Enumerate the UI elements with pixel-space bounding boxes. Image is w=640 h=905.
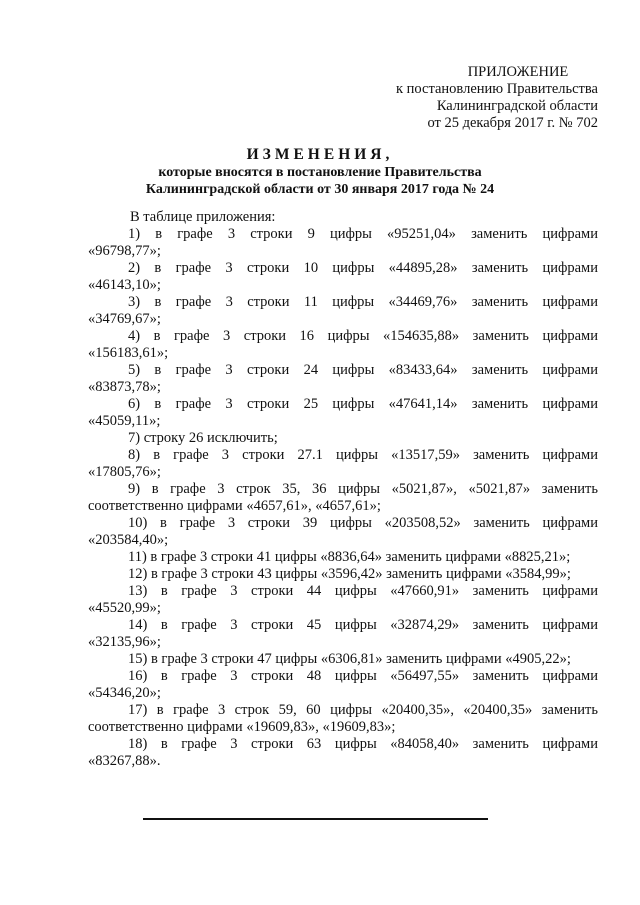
list-item-first-line: 3) в графе 3 строки 11 цифры «34469,76» заменить цифрами xyxy=(128,294,598,310)
list-item xyxy=(88,566,598,583)
list-item-first-line: 8) в графе 3 строки 27.1 цифры «13517,59» заменить цифрами xyxy=(128,447,598,463)
list-item-first-line: 18) в графе 3 строки 63 цифры «84058,40» заменить цифрами xyxy=(128,736,598,752)
changes-subtitle-1: которые вносятся в постановление Правительства xyxy=(158,165,482,180)
list-item xyxy=(88,328,598,362)
list-item xyxy=(88,702,598,736)
list-item xyxy=(88,362,598,396)
list-item-first-line: 5) в графе 3 строки 24 цифры «83433,64» заменить цифрами xyxy=(128,362,598,378)
list-item-continuation: «54346,20»; xyxy=(88,685,161,701)
list-item xyxy=(88,294,598,328)
annex-line-3: от 25 декабря 2017 г. № 702 xyxy=(427,115,598,131)
list-item-continuation: «17805,76»; xyxy=(88,464,161,480)
list-item-continuation: «45059,11»; xyxy=(88,413,161,429)
list-item-first-line: 4) в графе 3 строки 16 цифры «154635,88» заменить цифрами xyxy=(128,328,598,344)
list-item xyxy=(88,481,598,515)
list-item xyxy=(88,668,598,702)
list-item-continuation: соответственно цифрами «19609,83», «19609,83»; xyxy=(88,719,396,735)
list-item-first-line: 13) в графе 3 строки 44 цифры «47660,91» заменить цифрами xyxy=(128,583,598,599)
list-item-continuation: «156183,61»; xyxy=(88,345,169,361)
list-item-continuation: «83267,88». xyxy=(88,753,161,769)
annex-line-1: к постановлению Правительства xyxy=(396,81,598,97)
list-item-continuation: «203584,40»; xyxy=(88,532,169,548)
annex-title: ПРИЛОЖЕНИЕ xyxy=(467,64,569,80)
list-item-continuation: соответственно цифрами «4657,61», «4657,61»; xyxy=(88,498,381,514)
list-item-text: 11) в графе 3 строки 41 цифры «8836,64» заменить цифрами «8825,21»; xyxy=(128,549,571,565)
list-item-text: 15) в графе 3 строки 47 цифры «6306,81» заменить цифрами «4905,22»; xyxy=(128,651,571,667)
list-item xyxy=(88,736,598,770)
list-item-continuation: «34769,67»; xyxy=(88,311,161,327)
list-item-continuation: «32135,96»; xyxy=(88,634,161,650)
list-item xyxy=(88,430,598,447)
list-item-first-line: 6) в графе 3 строки 25 цифры «47641,14» заменить цифрами xyxy=(128,396,598,412)
list-item-first-line: 1) в графе 3 строки 9 цифры «95251,04» заменить цифрами xyxy=(128,226,598,242)
list-item xyxy=(88,651,598,668)
list-item xyxy=(88,260,598,294)
list-item xyxy=(88,447,598,481)
bottom-rule xyxy=(143,818,488,820)
list-item xyxy=(88,583,598,617)
list-item xyxy=(88,515,598,549)
annex-line-2: Калининградской области xyxy=(436,98,598,114)
list-item-first-line: 14) в графе 3 строки 45 цифры «32874,29» заменить цифрами xyxy=(128,617,598,633)
changes-subtitle-2: Калининградской области от 30 января 2017 года № 24 xyxy=(145,182,495,197)
list-item-first-line: 16) в графе 3 строки 48 цифры «56497,55» заменить цифрами xyxy=(128,668,598,684)
list-item xyxy=(88,549,598,566)
changes-title: ИЗМЕНЕНИЯ, xyxy=(246,146,394,163)
annex-block xyxy=(368,64,598,132)
amendment-list xyxy=(88,226,598,770)
list-item-text: 12) в графе 3 строки 43 цифры «3596,42» заменить цифрами «3584,99»; xyxy=(128,566,571,582)
list-item-text: 7) строку 26 исключить; xyxy=(128,430,278,446)
list-item-first-line: 10) в графе 3 строки 39 цифры «203508,52» заменить цифрами xyxy=(128,515,598,531)
list-item-first-line: 17) в графе 3 строк 59, 60 цифры «20400,35», «20400,35» заменить xyxy=(128,702,598,718)
list-item xyxy=(88,396,598,430)
list-item-first-line: 9) в графе 3 строк 35, 36 цифры «5021,87», «5021,87» заменить xyxy=(128,481,598,497)
list-item-continuation: «96798,77»; xyxy=(88,243,161,259)
list-item-continuation: «46143,10»; xyxy=(88,277,161,293)
list-item-first-line: 2) в графе 3 строки 10 цифры «44895,28» заменить цифрами xyxy=(128,260,598,276)
list-item xyxy=(88,226,598,260)
list-item xyxy=(88,617,598,651)
list-item-continuation: «45520,99»; xyxy=(88,600,161,616)
list-item-continuation: «83873,78»; xyxy=(88,379,161,395)
intro-text: В таблице приложения: xyxy=(130,209,276,225)
